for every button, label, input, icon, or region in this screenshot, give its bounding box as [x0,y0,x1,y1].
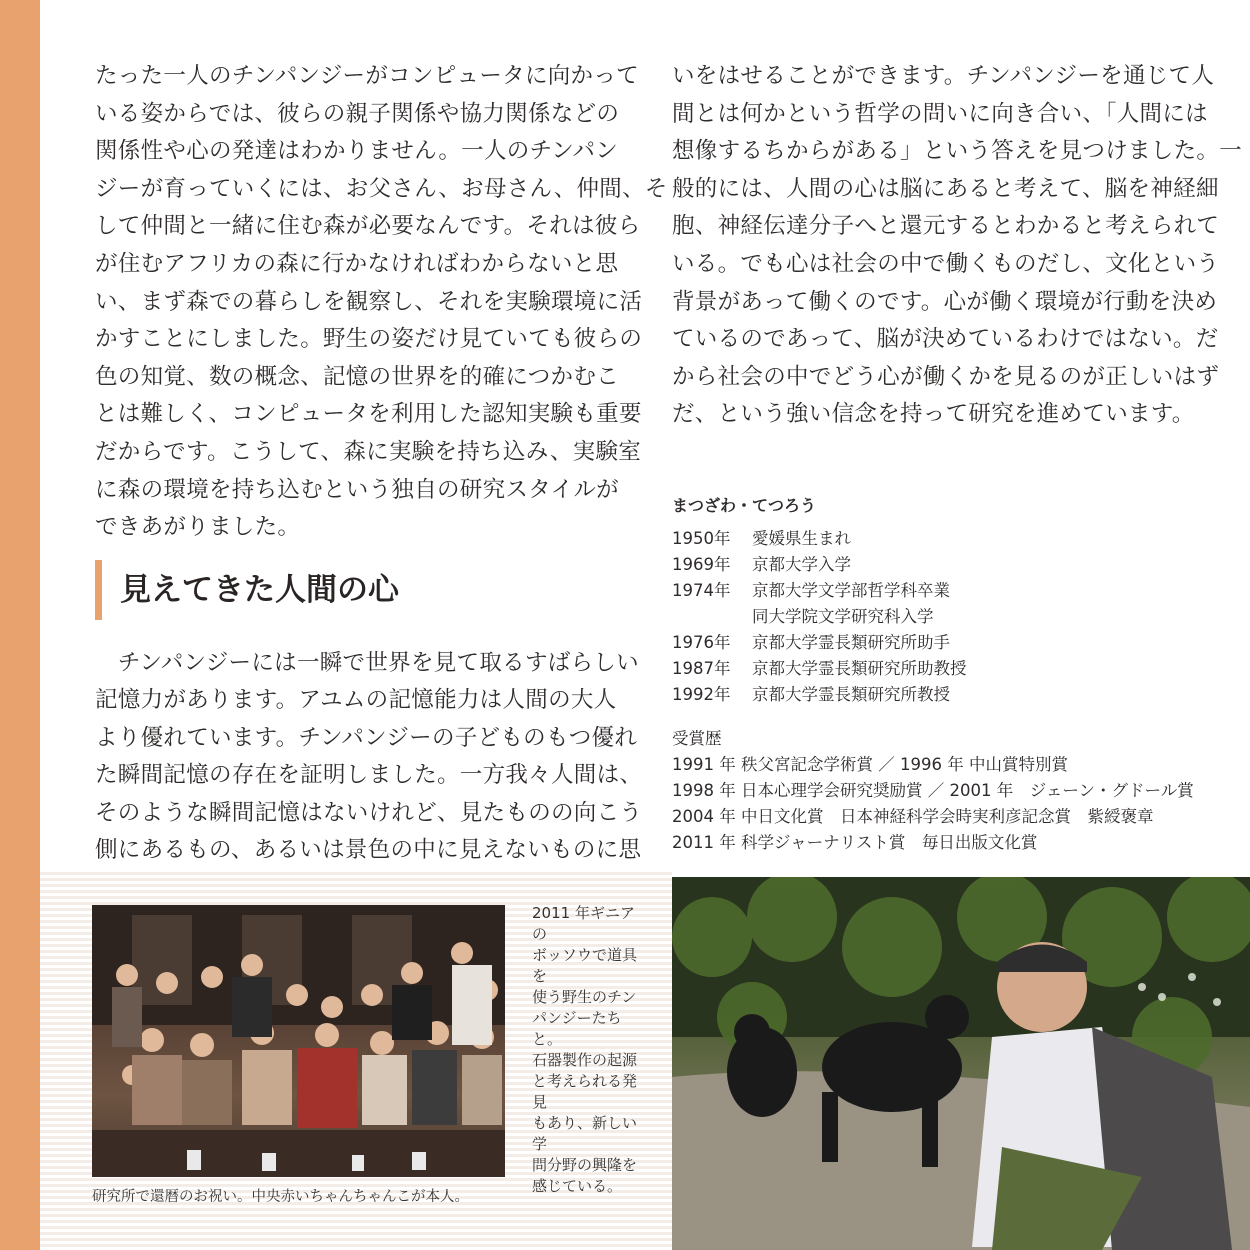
text-line: から社会の中でどう心が働くかを見るのが正しいはず [672,363,1220,390]
career-text: 愛媛県生まれ [752,529,851,548]
photo-caption-right: 2011 年ギニアの ボッソウで道具を 使う野生のチン パンジーたちと。 石器製作の起源 と考えられる発見 もあり、新しい学 問分野の興隆を 感じている。 [532,904,638,1195]
career-year: 1950年 [672,529,731,548]
forest-photo [672,877,1250,1250]
career-row [672,604,1194,630]
text-line: 胞、神経伝達分子へと還元するとわかると考えられて [672,213,1220,240]
career-row [672,552,1194,578]
text-line: だ、という強い信念を持って研究を進めています。 [672,401,1195,428]
text-line: たった一人のチンパンジーがコンピュータに向かって [95,63,639,89]
body-text-left-2 [95,622,643,893]
awards-list [672,752,1194,856]
forest-photo-illustration [672,877,1250,1250]
career-text: 京都大学霊長類研究所助教授 [752,659,967,678]
text-line: 記憶力があります。アユムの記憶能力は人間の大人 [95,687,617,714]
career-text: 京都大学入学 [752,555,851,574]
text-line: そのような瞬間記憶はないけれど、見たものの向こう [95,799,643,826]
award-item: 2004 年 中日文化賞 日本神経科学会時実利彦記念賞 紫綬褒章 [672,807,1154,826]
career-row [672,578,1194,604]
career-text: 京都大学文学部哲学科卒業 [752,581,950,600]
text-line: いる。でも心は社会の中で働くものだし、文化という [672,250,1220,277]
career-row [672,682,1194,708]
text-line: が住むアフリカの森に行かなければわからないと思 [95,250,619,277]
profile-name: まつざわ・てつろう [672,496,817,515]
text-line: 間とは何かという哲学の問いに向き合い、「人間には [672,100,1208,127]
award-item: 1991 年 秩父宮記念学術賞 ／ 1996 年 中山賞特別賞 [672,755,1068,774]
career-year: 1976年 [672,633,731,652]
text-line: 関係性や心の発達はわかりません。一人のチンパン [95,138,619,165]
group-photo [92,905,505,1177]
text-line: より優れています。チンパンジーの子どものもつ優れ [95,724,638,751]
group-photo-illustration [92,905,505,1177]
career-year [672,604,752,630]
text-line: いる姿からでは、彼らの親子関係や協力関係などの [95,100,620,127]
text-line: だからです。こうして、森に実験を持ち込み、実験室 [95,438,642,465]
text-line: して仲間と一緒に住む森が必要なんです。それは彼ら [95,213,641,240]
text-line: ジーが育っていくには、お父さん、お母さん、仲間、そ [95,175,668,202]
career-row [672,526,1194,552]
text-line: いをはせることができます。チンパンジーを通じて人 [672,63,1215,89]
text-line: に森の環境を持ち込むという独自の研究スタイルが [95,476,619,503]
career-year: 1969年 [672,555,731,574]
text-line: 想像するちからがある」という答えを見つけました。一 [672,138,1243,165]
career-year: 1974年 [672,581,731,600]
career-list [672,526,1194,708]
text-line: できあがりました。 [95,514,301,541]
profile-box [672,493,1194,856]
award-item: 1998 年 日本心理学会研究奨励賞 ／ 2001 年 ジェーン・グドール賞 [672,781,1194,800]
text-line: 側にあるもの、あるいは景色の中に見えないものに思 [95,837,642,864]
text-line: 色の知覚、数の概念、記憶の世界を的確につかむこ [95,363,619,390]
text-line: た瞬間記憶の存在を証明しました。一方我々人間は、 [95,762,643,789]
text-line: ているのであって、脳が決めているわけではない。だ [672,326,1219,353]
career-year: 1992年 [672,685,731,704]
body-text-left [95,58,668,547]
text-line: 般的には、人間の心は脳にあると考えて、脳を神経細 [672,175,1219,202]
career-text: 同大学院文学研究科入学 [752,607,934,626]
career-row [672,630,1194,656]
text-line: チンパンジーには一瞬で世界を見て取るすばらしい [95,649,639,676]
text-line: とは難しく、コンピュータを利用した認知実験も重要 [95,401,642,428]
text-line: かすことにしました。野生の姿だけ見ていても彼らの [95,326,643,353]
photo-caption-bottom: 研究所で還暦のお祝い。中央赤いちゃんちゃんこが本人。 [92,1189,469,1205]
career-text: 京都大学霊長類研究所助手 [752,633,950,652]
awards-title: 受賞歴 [672,729,722,748]
career-text: 京都大学霊長類研究所教授 [752,685,950,704]
career-year: 1987年 [672,659,731,678]
award-item: 2011 年 科学ジャーナリスト賞 毎日出版文化賞 [672,833,1038,852]
career-row [672,656,1194,682]
section-heading: 見えてきた人間の心 [95,560,399,620]
text-line: 背景があって働くのです。心が働く環境が行動を決め [672,288,1218,315]
side-color-band [0,0,40,1250]
body-text-right [672,58,1243,434]
text-line: い、まず森での暮らしを観察し、それを実験環境に活 [95,288,643,315]
